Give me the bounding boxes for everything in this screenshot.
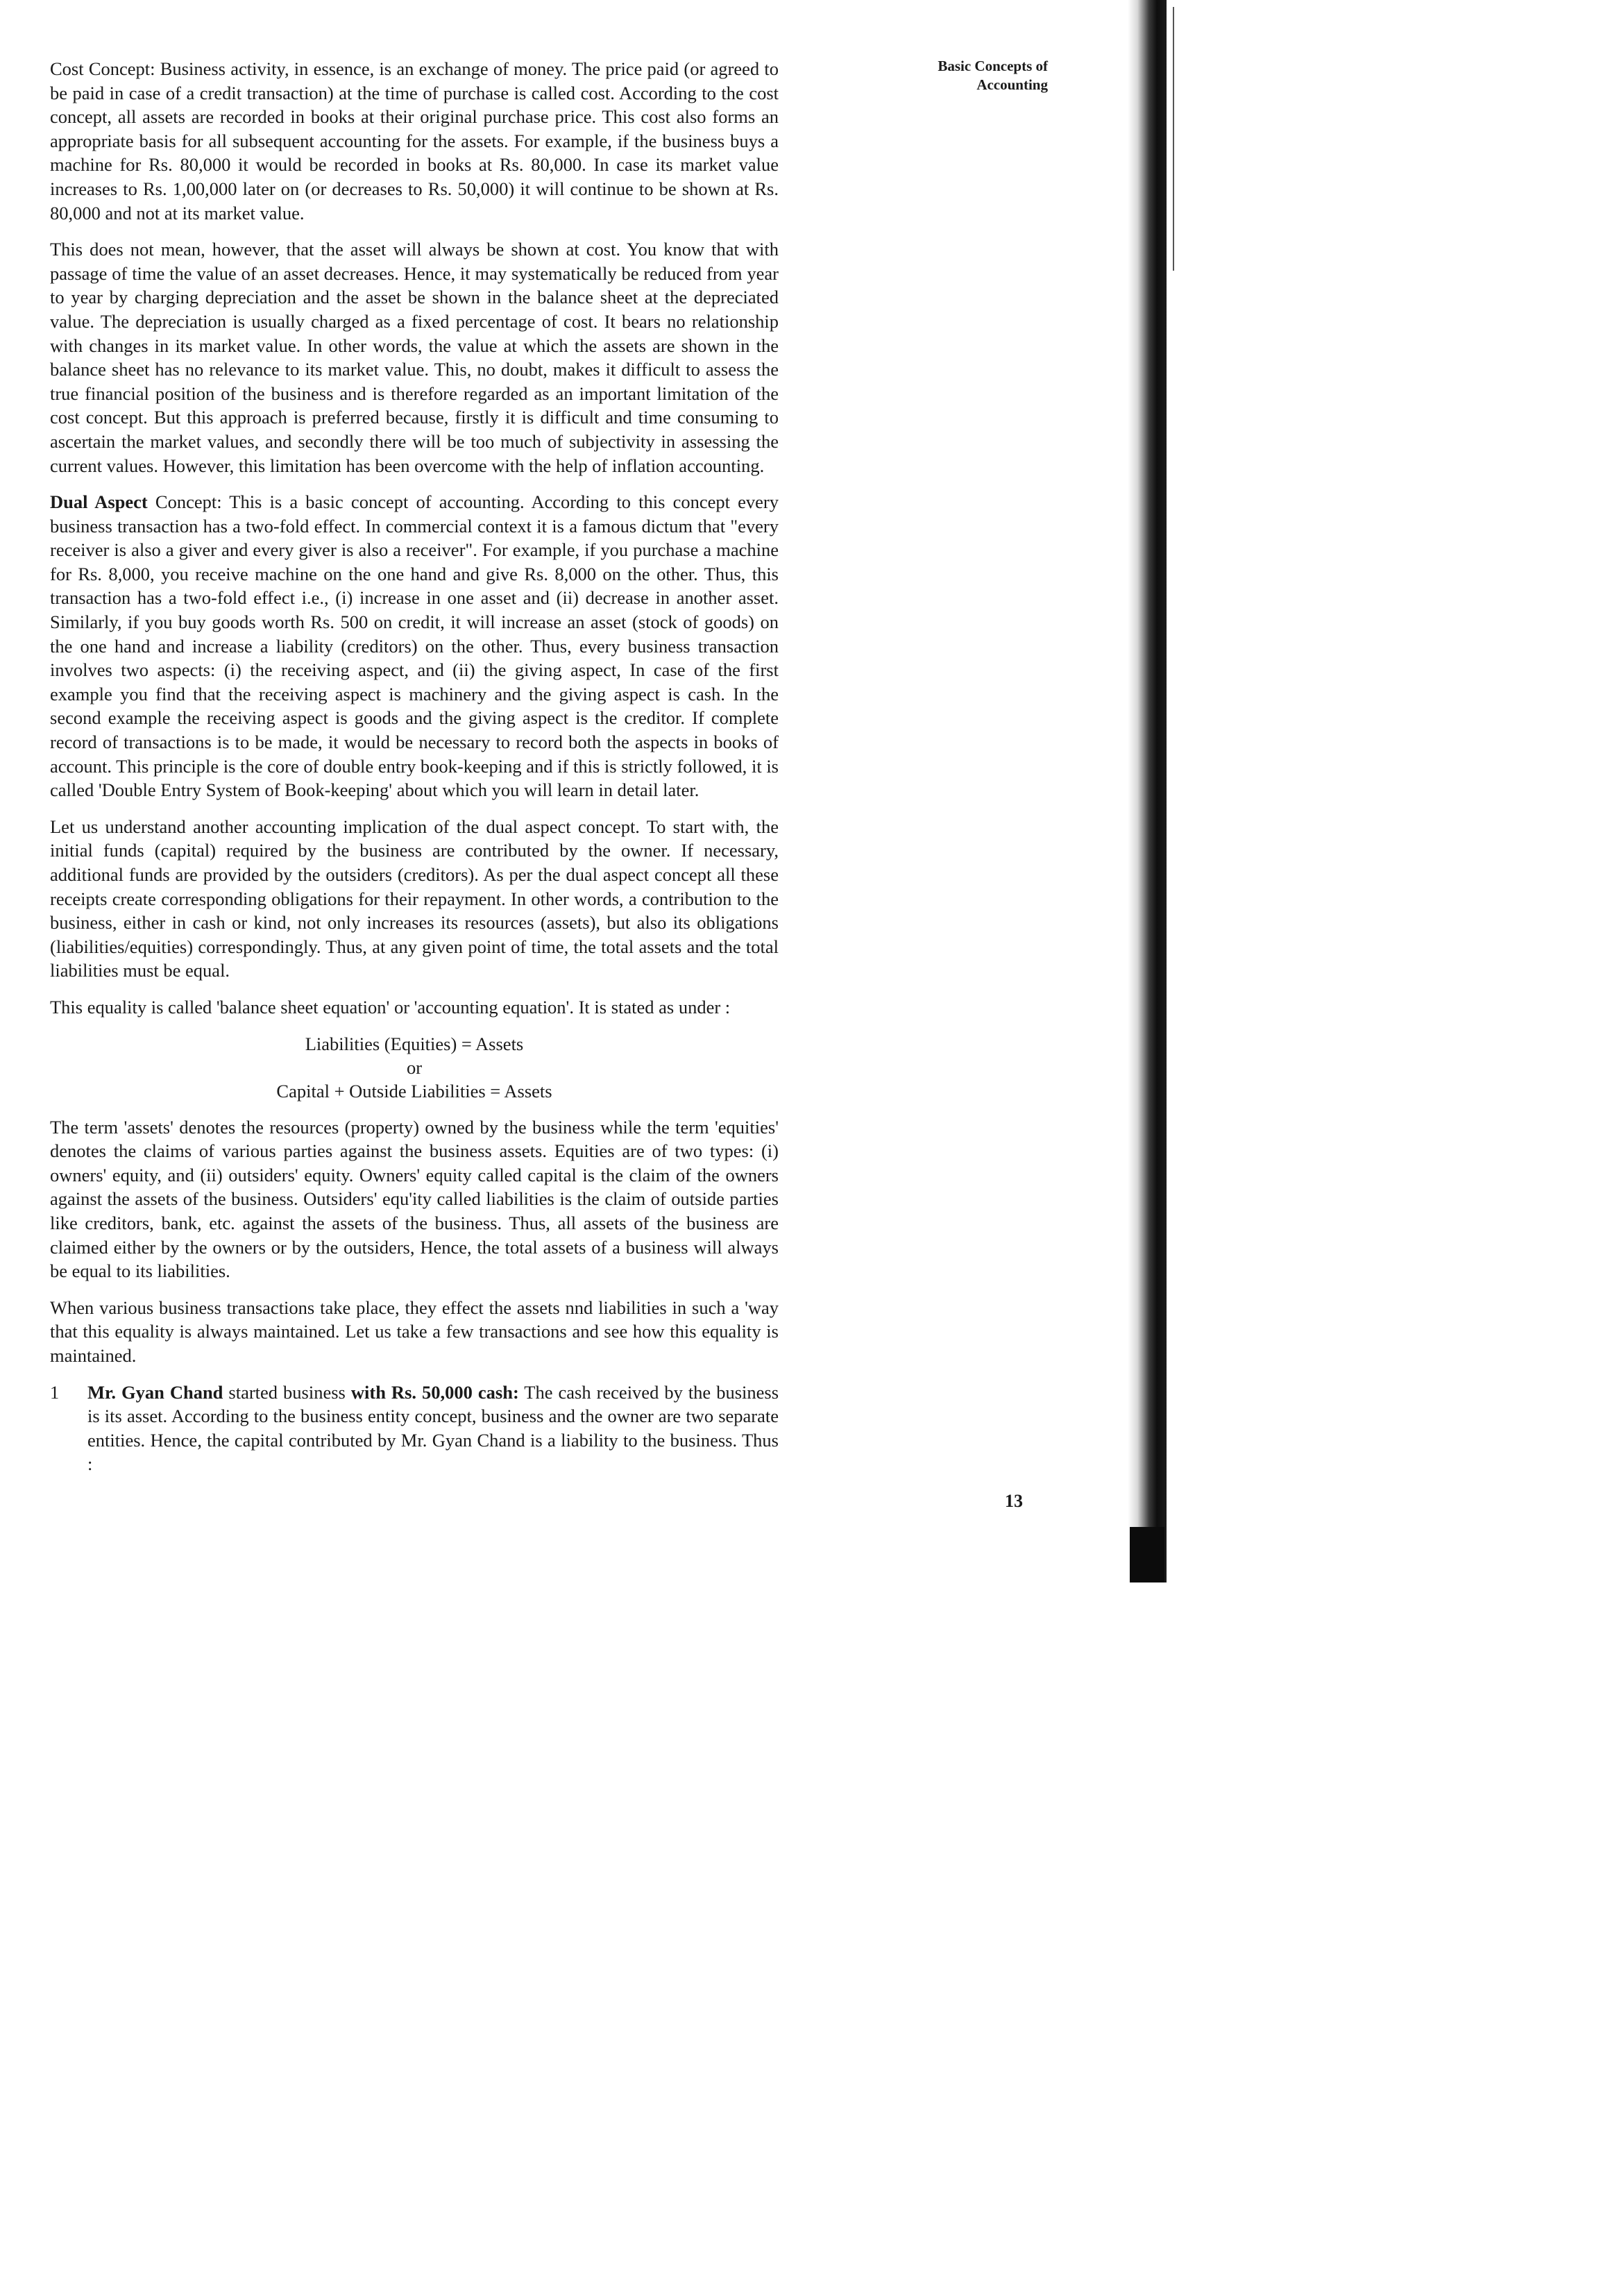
side-heading-line-2: Accounting <box>976 76 1048 93</box>
paragraph-assets-equities: The term 'assets' denotes the resources (property) owned by the business while the term 'equities' denotes the claims of various parties against the business assets. Equities are of two types: (i) owners' equity, and (ii) outsiders' equity. Owners' equity called capital is the claim of the owners against the assets of the business. Outsiders' equ'ity called liabilities is the claim of outside parties like creditors, bank, etc. against the assets of the business. Thus, all assets of the business are claimed either by the owners or by the outsiders, Hence, the total assets of a business will always be equal to its liabilities. <box>50 1116 779 1282</box>
paragraph-dual-aspect <box>50 490 779 802</box>
side-heading-line-1: Basic Concepts of <box>938 58 1048 74</box>
book-binding-bottom <box>1130 1527 1164 1582</box>
book-binding-shadow <box>1128 0 1167 1582</box>
paragraph-accounting-implication: Let us understand another accounting implication of the dual aspect concept. To start with, the initial funds (capital) required by the business are contributed by the owner. If necessary, additional funds are provided by the outsiders (creditors). As per the dual aspect concept all these receipts create corresponding obligations for their repayment. In other words, a contribution to the business, either in cash or kind, not only increases its resources (assets), but also its obligations (liabilities/equities) correspondingly. Thus, at any given point of time, the total assets and the total liabilities must be equal. <box>50 816 779 981</box>
page-number: 13 <box>1005 1491 1023 1511</box>
list-item <box>50 1381 779 1476</box>
equation-line-or: or <box>406 1056 423 1078</box>
section-side-heading <box>867 57 1048 94</box>
dual-aspect-text: Concept: This is a basic concept of accounting. According to this concept every business transaction has a two-fold effect. In commercial context it is a famous dictum that "every receiver is also a giver and every giver is also a receiver". For example, if you purchase a machine for Rs. 8,000, you receive machine on the one hand and give Rs. 8,000 on the other. Thus, this transaction has a two-fold effect i.e., (i) increase in one asset and (ii) decrease in another asset. Similarly, if you buy goods worth Rs. 500 on credit, it will increase an asset (stock of goods) on the one hand and increase a liability (creditors) on the other. Thus, every business transaction involves two aspects: (i) the receiving aspect, and (ii) the giving aspect, In case of the first example you find that the receiving aspect is machinery and the giving aspect is cash. In the second example the receiving aspect is goods and the giving aspect is the creditor. If complete record of transactions is to be made, it would be necessary to record both the aspects in books of account. This principle is the core of double entry book-keeping and if this is strictly followed, it is called 'Double Entry System of Book-keeping' about which you will learn in detail later. <box>50 491 779 801</box>
accounting-equation <box>50 1032 779 1103</box>
list-item-amount: with Rs. 50,000 cash: <box>350 1381 519 1403</box>
list-item-number: 1 <box>50 1381 60 1403</box>
main-text-column <box>50 57 779 1489</box>
paragraph-cost-concept: Cost Concept: Business activity, in essence, is an exchange of money. The price paid (or agreed to be paid in case of a credit transaction) at the time of purchase is called cost. According to the cost concept, all assets are recorded in books at their original purchase price. This cost also forms an appropriate basis for all subsequent accounting for the assets. For example, if the business buys a machine for Rs. 80,000 it would be recorded in books at Rs. 80,000. In case its market value increases to Rs. 1,00,000 later on (or decreases to Rs. 50,000) it will continue to be shown at Rs. 80,000 and not at its market value. <box>50 58 779 223</box>
list-item-name: Mr. Gyan Chand <box>87 1381 223 1403</box>
equation-line-1: Liabilities (Equities) = Assets <box>305 1033 524 1054</box>
list-item-text: The cash received by the business is its asset. According to the business entity concept, business and the owner are two separate entities. Hence, the capital contributed by Mr. Gyan Chand is a liability to the business. Thus : <box>87 1381 779 1475</box>
paragraph-transactions-intro: When various business transactions take place, they effect the assets nnd liabilities in such a 'way that this equality is always maintained. Let us take a few transactions and see how this equality is maintained. <box>50 1297 779 1366</box>
book-binding-edge <box>1173 7 1174 271</box>
dual-aspect-heading: Dual Aspect <box>50 491 148 513</box>
list-item-mid: started business <box>223 1381 351 1403</box>
paragraph-balance-sheet-equation: This equality is called 'balance sheet equation' or 'accounting equation'. It is stated as under : <box>50 996 731 1018</box>
equation-line-2: Capital + Outside Liabilities = Assets <box>276 1080 552 1101</box>
paragraph-depreciation: This does not mean, however, that the asset will always be shown at cost. You know that with passage of time the value of an asset decreases. Hence, it may systematically be reduced from year to year by charging depreciation and the asset be shown in the balance sheet at the depreciated value. The depreciation is usually charged as a fixed percentage of cost. It bears no relationship with changes in its market value. In other words, the value at which the assets are shown in the balance sheet has no relevance to its market value. This, no doubt, makes it difficult to assess the true financial position of the business and is therefore regarded as an important limitation of the cost concept. But this approach is preferred because, firstly it is difficult and time consuming to ascertain the market values, and secondly there will be too much of subjectivity in assessing the current values. However, this limitation has been overcome with the help of inflation accounting. <box>50 239 779 476</box>
